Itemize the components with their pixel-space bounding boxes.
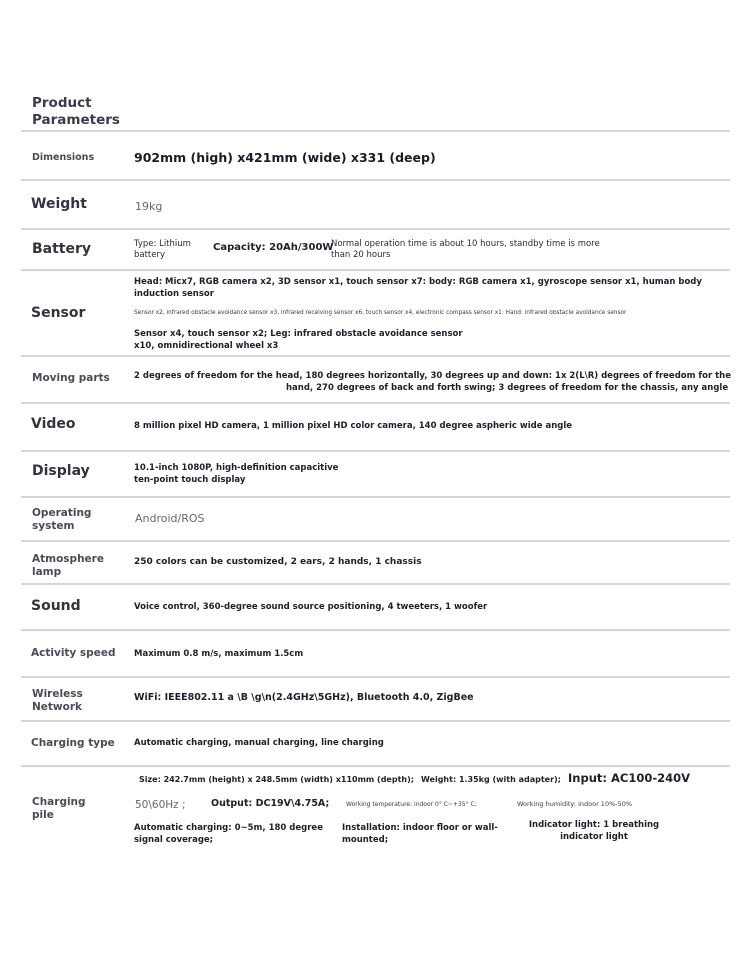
charging-pile-label: [32, 796, 86, 822]
speed-value: Maximum 0.8 m/s, maximum 1.5cm: [134, 649, 304, 659]
page-title-line2: Parameters: [32, 112, 120, 128]
divider: [21, 402, 730, 404]
battery-type-line1: Type: Lithium: [134, 239, 191, 249]
sensor-label: Sensor: [31, 305, 86, 321]
battery-time: [331, 239, 600, 261]
divider: [21, 629, 730, 631]
charging-pile-label-line2: pile: [32, 809, 54, 821]
display-label: Display: [32, 463, 90, 479]
weight-label: Weight: [31, 196, 87, 212]
battery-time-line1: Normal operation time is about 10 hours, standby time is more: [331, 239, 600, 249]
divider: [21, 228, 730, 230]
battery-label: Battery: [32, 241, 92, 257]
battery-capacity: Capacity: 20Ah/300W: [213, 242, 334, 253]
display-line2: ten-point touch display: [134, 475, 246, 485]
pile-temperature: Working temperature: indoor 0° C~+35° C;: [346, 801, 477, 808]
charging-type-value: Automatic charging, manual charging, line charging: [134, 738, 384, 748]
divider: [21, 583, 730, 585]
divider: [21, 130, 730, 132]
sensor-line2: induction sensor: [134, 289, 214, 299]
pile-installation-line1: Installation: indoor floor or wall-: [342, 823, 498, 833]
sensor-line3: Sensor x2, infrared obstacle avoidance sensor x3, infrared receiving sensor x6, touch sensor x4, electronic compass sensor x1: Hand: infrared obstacle avoidance sensor: [134, 310, 627, 316]
os-label-line1: Operating: [32, 507, 92, 519]
display-line1: 10.1-inch 1080P, high-definition capacitive: [134, 463, 339, 473]
moving-parts-label: Moving parts: [32, 372, 110, 384]
wireless-label: [32, 688, 83, 714]
wireless-value: WiFi: IEEE802.11 a \B \g\n(2.4GHz\5GHz), Bluetooth 4.0, ZigBee: [134, 692, 474, 703]
pile-output: Output: DC19V\4.75A;: [211, 798, 330, 809]
pile-indicator: [524, 819, 664, 843]
divider: [21, 720, 730, 722]
dimensions-label: Dimensions: [32, 152, 95, 163]
pile-weight: Weight: 1.35kg (with adapter);: [421, 775, 561, 784]
pile-humidity: Working humidity: indoor 10%-50%: [517, 800, 633, 808]
battery-type-line2: battery: [134, 250, 166, 260]
pile-installation-line2: mounted;: [342, 835, 389, 845]
sound-value: Voice control, 360-degree sound source positioning, 4 tweeters, 1 woofer: [134, 602, 488, 612]
sensor-line5: x10, omnidirectional wheel x3: [134, 341, 279, 351]
divider: [21, 355, 730, 357]
moving-parts-line2: hand, 270 degrees of back and forth swing; 3 degrees of freedom for the chassis, any angle: [286, 383, 729, 393]
divider: [21, 450, 730, 452]
dimensions-value: 902mm (high) x421mm (wide) x331 (deep): [134, 150, 436, 165]
charging-pile-label-line1: Charging: [32, 796, 86, 808]
lamp-label: [32, 553, 104, 579]
divider: [21, 269, 730, 271]
os-label-line2: system: [32, 520, 75, 532]
pile-auto-charging: [134, 822, 323, 846]
sound-label: Sound: [31, 598, 81, 614]
charging-type-label: Charging type: [31, 737, 115, 749]
wireless-label-line1: Wireless: [32, 688, 83, 700]
lamp-label-line1: Atmosphere: [32, 553, 104, 565]
pile-installation: [342, 822, 498, 846]
speed-label: Activity speed: [31, 647, 116, 659]
pile-indicator-line2: indicator light: [560, 832, 628, 842]
page-title-line1: Product: [32, 95, 92, 111]
pile-auto-charging-line1: Automatic charging: 0~5m, 180 degree: [134, 823, 323, 833]
lamp-value: 250 colors can be customized, 2 ears, 2 hands, 1 chassis: [134, 557, 422, 567]
os-label: [32, 507, 91, 533]
divider: [21, 496, 730, 498]
page-title: [32, 95, 120, 129]
sensor-line1: Head: Micx7, RGB camera x2, 3D sensor x1, touch sensor x7: body: RGB camera x1, gyroscope sensor x1, human body: [134, 277, 702, 287]
pile-input: Input: AC100-240V: [568, 771, 691, 785]
pile-frequency: 50\60Hz ;: [135, 799, 186, 811]
sensor-line4: Sensor x4, touch sensor x2; Leg: infrared obstacle avoidance sensor: [134, 329, 463, 339]
pile-size: Size: 242.7mm (height) x 248.5mm (width) x110mm (depth);: [139, 775, 414, 784]
divider: [21, 540, 730, 542]
os-value: Android/ROS: [135, 512, 205, 525]
moving-parts-line1: 2 degrees of freedom for the head, 180 degrees horizontally, 30 degrees up and down: 1x 2(L\R) degrees of freedom for the: [134, 371, 732, 381]
video-label: Video: [31, 416, 76, 432]
pile-auto-charging-line2: signal coverage;: [134, 835, 214, 845]
divider: [21, 179, 730, 181]
display-value: [134, 462, 338, 486]
divider: [21, 765, 730, 767]
divider: [21, 676, 730, 678]
battery-time-line2: than 20 hours: [331, 250, 391, 260]
video-value: 8 million pixel HD camera, 1 million pixel HD color camera, 140 degree aspheric wide angle: [134, 421, 573, 431]
lamp-label-line2: lamp: [32, 566, 62, 578]
pile-indicator-line1: Indicator light: 1 breathing: [528, 820, 660, 830]
wireless-label-line2: Network: [32, 701, 83, 713]
weight-value: 19kg: [135, 200, 163, 213]
battery-type: [134, 239, 191, 261]
